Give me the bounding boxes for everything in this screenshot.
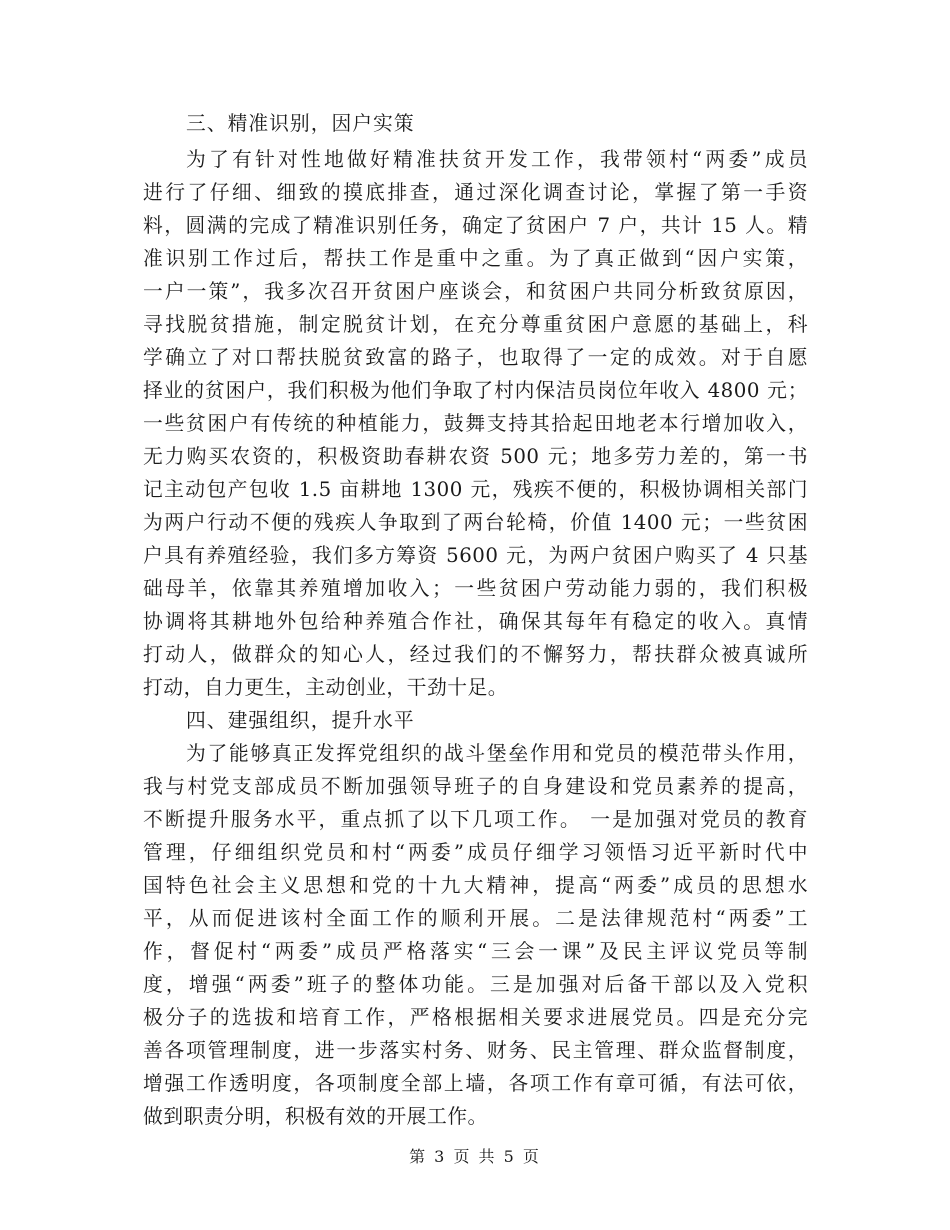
paragraph-line: 础母羊，依靠其养殖增加收入；一些贫困户劳动能力弱的，我们积极 [143, 577, 808, 600]
paragraph-line: 管理，仔细组织党员和村“两委”成员仔细学习领悟习近平新时代中 [143, 841, 808, 864]
paragraph-line: 记主动包产包收 1.5 亩耕地 1300 元，残疾不便的，积极协调相关部门 [143, 478, 808, 501]
paragraph-line: 进行了仔细、细致的摸底排查，通过深化调查讨论，掌握了第一手资 [143, 181, 808, 204]
paragraph-line: 极分子的选拔和培育工作，严格根据相关要求进展党员。四是充分完 [143, 1006, 808, 1029]
section-heading: 四、建强组织，提升水平 [186, 709, 415, 732]
paragraph-line: 国特色社会主义思想和党的十九大精神，提高“两委”成员的思想水 [143, 874, 808, 897]
paragraph-line: 不断提升服务水平，重点抓了以下几项工作。 一是加强对党员的教育 [143, 808, 808, 831]
paragraph-line: 为了有针对性地做好精准扶贫开发工作，我带领村“两委”成员 [186, 148, 808, 171]
paragraph-line: 增强工作透明度，各项制度全部上墙，各项工作有章可循，有法可依， [143, 1072, 808, 1095]
paragraph-line: 料，圆满的完成了精准识别任务，确定了贫困户 7 户，共计 15 人。精 [143, 214, 808, 237]
paragraph-line: 一户一策”，我多次召开贫困户座谈会，和贫困户共同分析致贫原因， [143, 280, 808, 303]
paragraph-line: 择业的贫困户，我们积极为他们争取了村内保洁员岗位年收入 4800 元； [143, 379, 808, 402]
paragraph-line: 度，增强“两委”班子的整体功能。三是加强对后备干部以及入党积 [143, 973, 808, 996]
paragraph-line: 协调将其耕地外包给种养殖合作社，确保其每年有稳定的收入。真情 [143, 610, 808, 633]
paragraph-line: 准识别工作过后，帮扶工作是重中之重。为了真正做到“因户实策， [143, 247, 808, 270]
page-number: 第 3 页 共 5 页 [409, 1147, 541, 1166]
paragraph-line: 户具有养殖经验，我们多方筹资 5600 元，为两户贫困户购买了 4 只基 [143, 544, 808, 567]
paragraph-line: 一些贫困户有传统的种植能力，鼓舞支持其拾起田地老本行增加收入， [143, 412, 808, 435]
paragraph-line: 平，从而促进该村全面工作的顺利开展。二是法律规范村“两委”工 [143, 907, 808, 930]
paragraph-line: 善各项管理制度，进一步落实村务、财务、民主管理、群众监督制度， [143, 1039, 808, 1062]
paragraph-line: 我与村党支部成员不断加强领导班子的自身建设和党员素养的提高， [143, 775, 808, 798]
section-heading: 三、精准识别，因户实策 [186, 112, 415, 135]
paragraph-line: 作，督促村“两委”成员严格落实“三会一课”及民主评议党员等制 [143, 940, 808, 963]
paragraph-line: 为两户行动不便的残疾人争取到了两台轮椅，价值 1400 元；一些贫困 [143, 511, 808, 534]
paragraph-line: 寻找脱贫措施，制定脱贫计划，在充分尊重贫困户意愿的基础上，科 [143, 313, 808, 336]
paragraph-line: 做到职责分明，积极有效的开展工作。 [143, 1105, 488, 1128]
paragraph-line: 学确立了对口帮扶脱贫致富的路子，也取得了一定的成效。对于自愿 [143, 346, 808, 369]
paragraph-line: 无力购买农资的，积极资助春耕农资 500 元；地多劳力差的，第一书 [143, 445, 808, 468]
paragraph-line: 为了能够真正发挥党组织的战斗堡垒作用和党员的模范带头作用， [186, 742, 808, 765]
paragraph-line: 打动，自力更生，主动创业，干劲十足。 [143, 676, 509, 699]
paragraph-line: 打动人，做群众的知心人，经过我们的不懈努力，帮扶群众被真诚所 [143, 643, 808, 666]
